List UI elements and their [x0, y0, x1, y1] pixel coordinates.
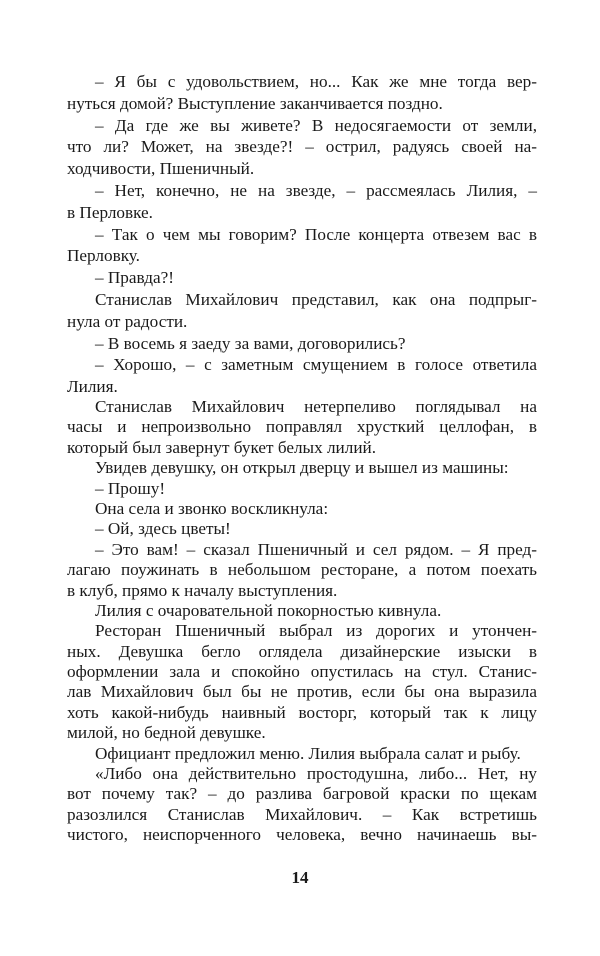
text-line: – В восемь я заеду за вами, договорились? — [95, 333, 406, 353]
text-line: – Это вам! – сказал Пшеничный и сел рядом. – Я пред- — [95, 539, 537, 559]
text-line: нула от радости. — [67, 311, 188, 331]
text-line: – Хорошо, – с заметным смущением в голосе ответила — [95, 355, 537, 375]
text-line: – Так о чем мы говорим? После концерта отвезем вас в — [95, 224, 537, 244]
text-line: который был завернут букет белых лилий. — [67, 437, 377, 457]
text-section-2 — [67, 397, 537, 846]
text-line: лагаю поужинать в небольшом ресторане, а потом поехать — [67, 560, 537, 580]
text-line: лав Михайлович был бы не против, если бы она выразила — [67, 682, 537, 702]
text-line: Станислав Михайлович нетерпеливо поглядывал на — [95, 397, 537, 416]
text-line: часы и непроизвольно поправлял хрусткий целлофан, в — [67, 417, 537, 437]
text-line: хоть какой-нибудь наивный восторг, который так к лицу — [67, 702, 537, 722]
text-line: – Я бы с удовольствием, но... Как же мне тогда вер- — [95, 72, 537, 91]
text-line: оформлении зала и спокойно опустилась на стул. Станис- — [67, 662, 537, 682]
text-line: – Нет, конечно, не на звезде, – рассмеялась Лилия, – — [95, 180, 537, 200]
text-line: ных. Девушка бегло оглядела дизайнерские изыски в — [67, 641, 537, 661]
text-line: Официант предложил меню. Лилия выбрала салат и рыбу. — [95, 743, 521, 763]
text-line: – Ой, здесь цветы! — [95, 519, 231, 539]
text-line: Лилия с очаровательной покорностью кивнула. — [95, 600, 442, 620]
text-line: ходчивости, Пшеничный. — [67, 159, 255, 179]
text-line: Она села и звонко воскликнула: — [95, 498, 329, 518]
text-line: в Перловке. — [67, 202, 153, 222]
text-line: что ли? Может, на звезде?! – острил, радуясь своей на- — [67, 137, 537, 157]
page-number: 14 — [291, 868, 309, 887]
text-line: Перловку. — [67, 246, 140, 266]
text-line: – Правда?! — [95, 268, 174, 288]
text-line: нуться домой? Выступление заканчивается поздно. — [67, 93, 443, 113]
text-line: разозлился Станислав Михайлович. – Как встретишь — [67, 804, 537, 824]
text-line: Увидев девушку, он открыл дверцу и вышел из машины: — [95, 458, 509, 478]
text-line: Станислав Михайлович представил, как она подпрыг- — [95, 289, 537, 309]
text-line: милой, но бедной девушке. — [67, 723, 266, 743]
text-line: – Да где же вы живете? В недосягаемости от земли, — [95, 115, 537, 135]
text-line: Ресторан Пшеничный выбрал из дорогих и утончен- — [95, 621, 537, 641]
text-section-1 — [67, 71, 537, 398]
text-line: – Прошу! — [95, 478, 166, 498]
text-line: «Либо она действительно простодушна, либо... Нет, ну — [95, 764, 537, 784]
text-line: в клуб, прямо к началу выступления. — [67, 580, 338, 600]
text-line: Лилия. — [67, 377, 118, 397]
text-line: вот почему так? – до разлива багровой краски по щекам — [67, 784, 537, 804]
text-line: чистого, неиспорченного человека, вечно начинаешь вы- — [67, 825, 537, 845]
